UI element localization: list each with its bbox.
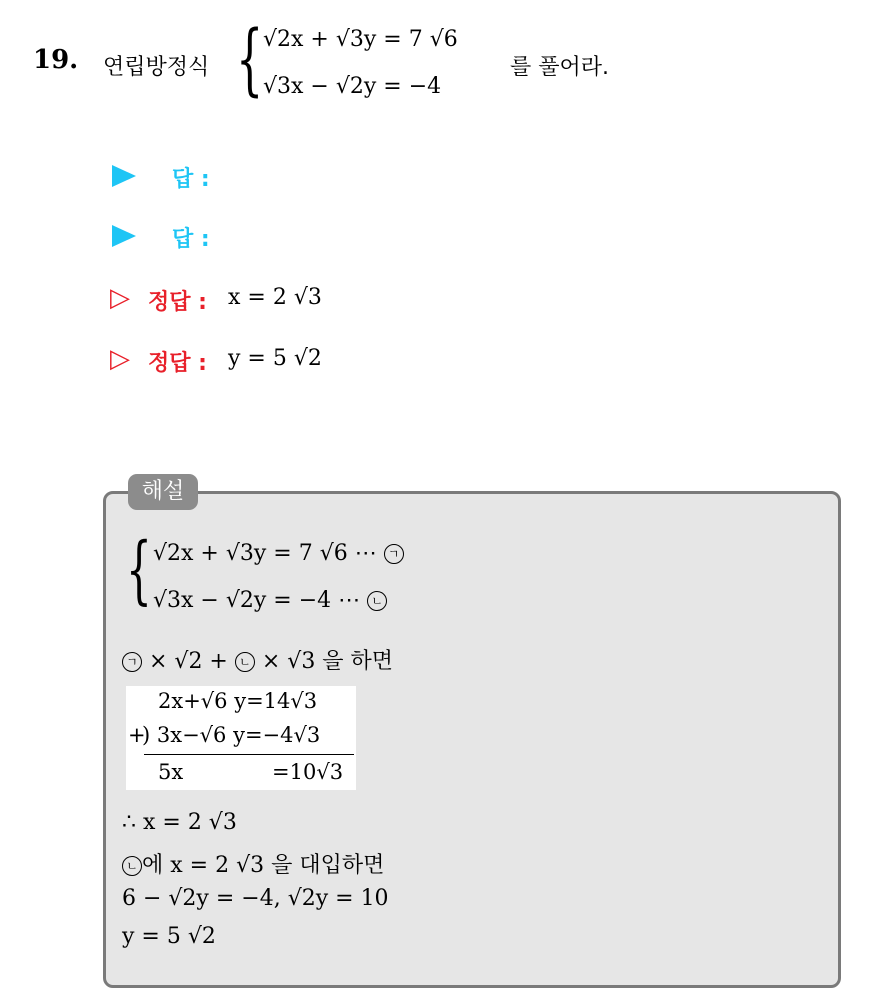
- outline-arrow-icon: ▷: [110, 283, 130, 313]
- circled-giyeok-icon: ㄱ: [122, 652, 142, 672]
- solution-system-2: √3x − √2y = −4 ⋯ ㄴ: [153, 588, 387, 613]
- solution-y: y = 5 √2: [122, 924, 216, 949]
- correct-value-1: x = 2 √3: [228, 285, 322, 310]
- play-arrow-icon: [112, 225, 136, 247]
- circled-nieun-icon: ㄴ: [235, 652, 255, 672]
- circled-nieun-icon: ㄴ: [367, 591, 387, 611]
- calc-row-2: ) 3x−√6 y=−4√3: [142, 723, 321, 747]
- circled-giyeok-icon: ㄱ: [384, 544, 404, 564]
- question-number: 19.: [33, 45, 79, 75]
- solution-therefore: ∴ x = 2 √3: [122, 810, 237, 835]
- correct-label-1: 정답 :: [148, 290, 207, 315]
- calc-row-1: 2x+√6 y=14√3: [158, 689, 318, 713]
- solution-substitute: ㄴ 에 x = 2 √3 을 대입하면: [122, 848, 384, 879]
- solution-tag: 해설: [128, 474, 198, 510]
- answer-label-2: 답 :: [172, 227, 210, 252]
- calc-divider: [144, 754, 354, 755]
- question-equation-1: √2x + √3y = 7 √6: [263, 27, 458, 52]
- play-arrow-icon: [112, 165, 136, 187]
- calc-plus: +: [128, 723, 146, 747]
- correct-value-2: y = 5 √2: [228, 346, 322, 371]
- solution-brace: {: [126, 527, 152, 613]
- correct-label-2: 정답 :: [148, 351, 207, 376]
- calc-row-3-left: 5x: [158, 760, 184, 784]
- solution-system-1: √2x + √3y = 7 √6 ⋯ ㄱ: [153, 541, 404, 566]
- elimination-calculation: [126, 686, 356, 790]
- solution-step: ㄱ × √2 + ㄴ × √3 을 하면: [122, 644, 393, 675]
- calc-row-3-right: =10√3: [272, 760, 344, 784]
- system-brace: {: [236, 15, 264, 105]
- question-suffix: 를 풀어라.: [510, 55, 609, 80]
- answer-label-1: 답 :: [172, 167, 210, 192]
- solution-equation: 6 − √2y = −4, √2y = 10: [122, 886, 389, 911]
- question-equation-2: √3x − √2y = −4: [263, 74, 442, 99]
- circled-nieun-icon: ㄴ: [122, 856, 142, 876]
- question-prefix: 연립방정식: [103, 55, 210, 80]
- outline-arrow-icon: ▷: [110, 344, 130, 374]
